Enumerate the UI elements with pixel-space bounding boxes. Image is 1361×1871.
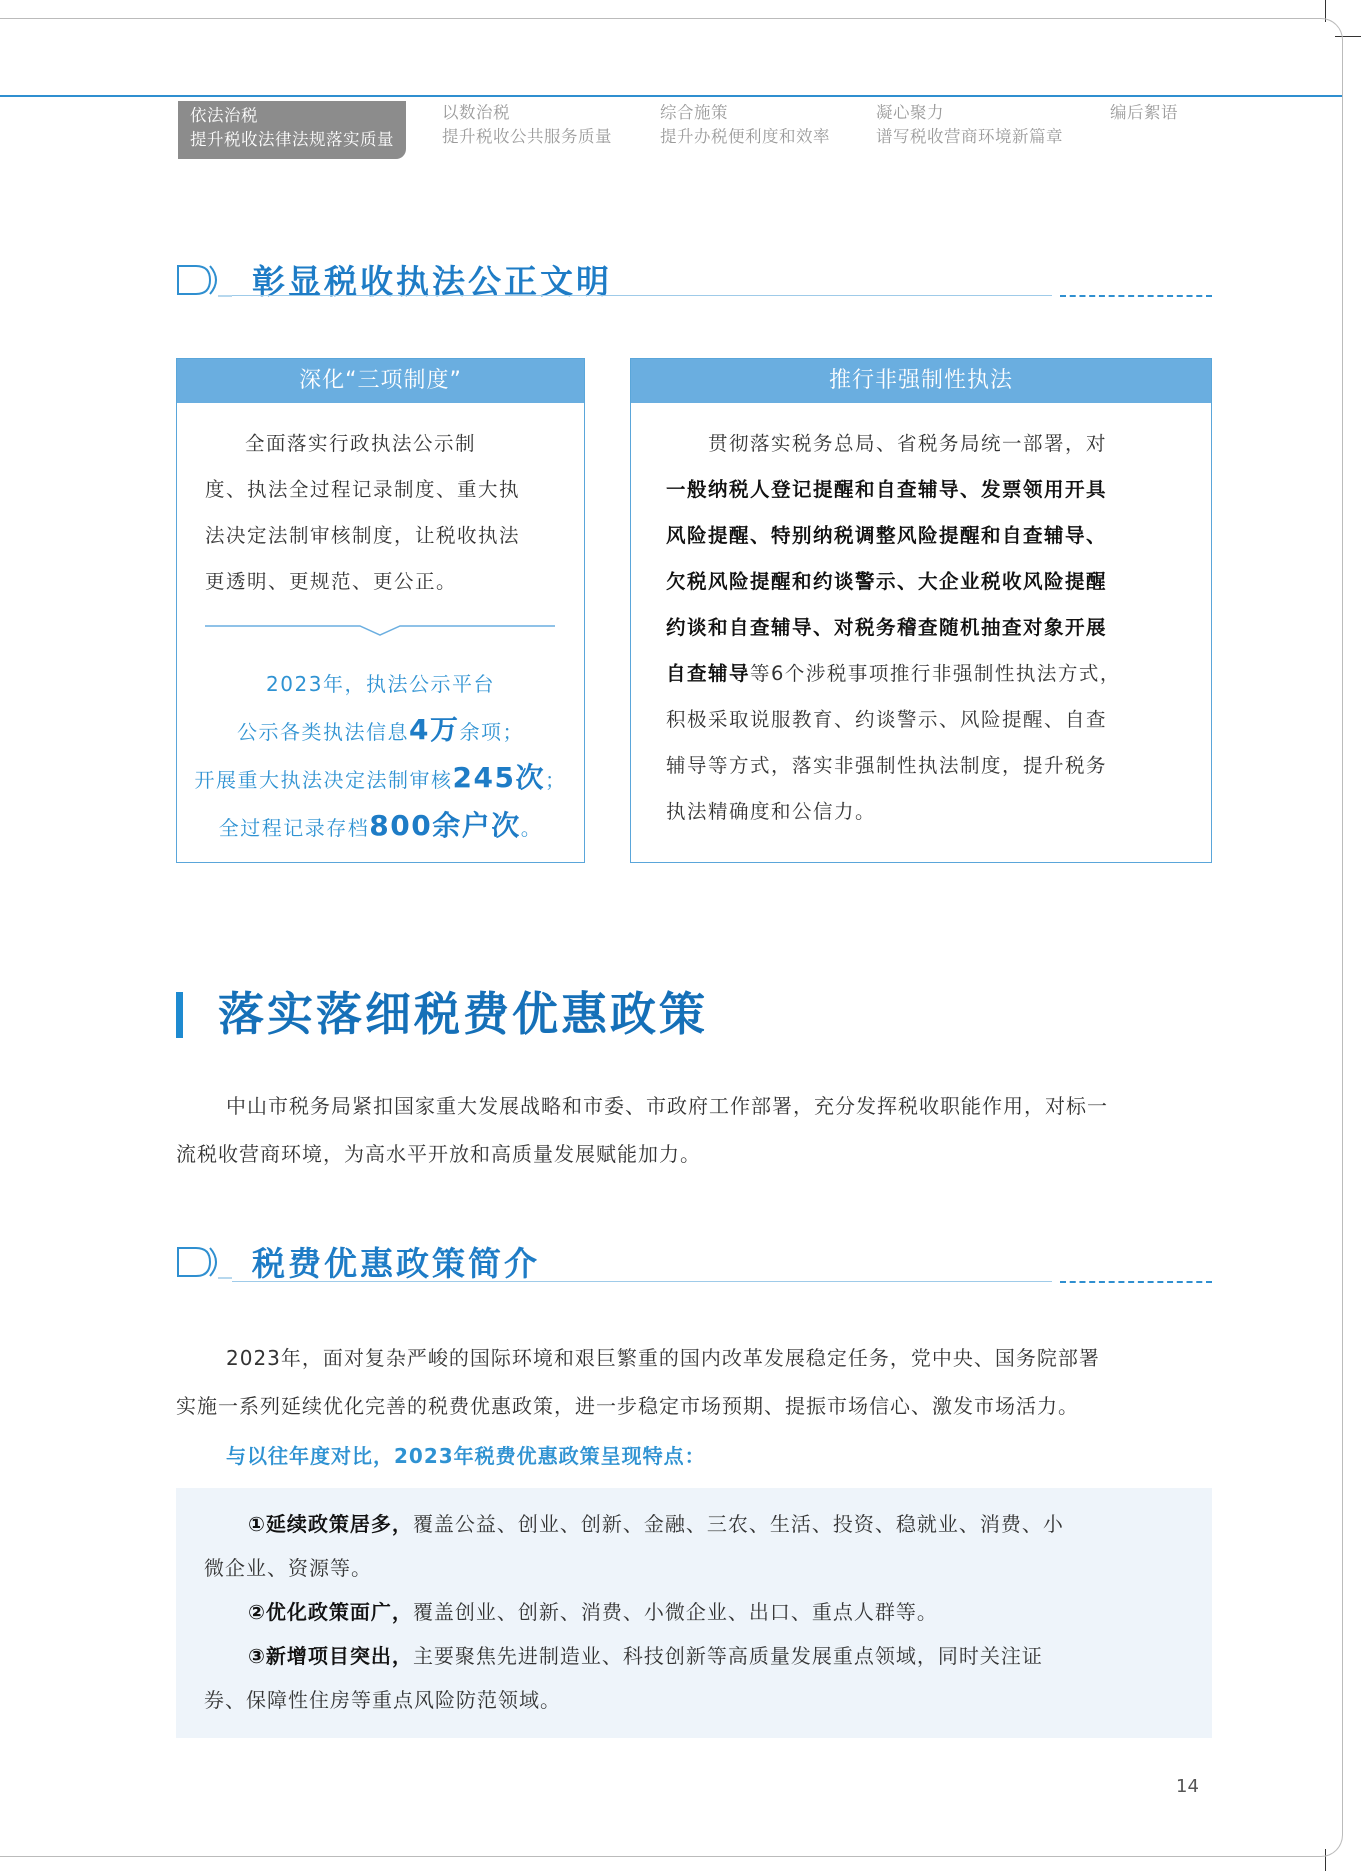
bracket-icon (176, 1242, 232, 1280)
stats-block: 2023年，执法公示平台 公示各类执法信息4万余项； 开展重大执法决定法制审核245次； 全过程记录存档800余户次。 (194, 672, 567, 842)
info-box-non-coercive (630, 358, 1212, 863)
features-box: ①延续政策居多，覆盖公益、创业、创新、金融、三农、生活、投资、稳就业、消费、小 微企业、资源等。 ②优化政策面广，覆盖创业、创新、消费、小微企业、出口、重点人群等。 ③新增项目突出，主要聚焦先进制造业、科技创新等高质量发展重点领域，同时关注证 券、保障性住房等重点风险防范领域。 (176, 1488, 1212, 1738)
section-title: 税费优惠政策简介 (252, 1244, 540, 1283)
nav-tab[interactable]: 综合施策 提升办税便利度和效率 (660, 103, 830, 146)
box-text: 全面落实行政执法公示制 度、执法全过程记录制度、重大执 法决定法制审核制度，让税收执法 更透明、更规范、更公正。 (205, 432, 521, 593)
bracket-icon (176, 260, 232, 298)
policy-paragraph: 2023年，面对复杂严峻的国际环境和艰巨繁重的国内改革发展稳定任务，党中央、国务院部署 实施一系列延续优化完善的税费优惠政策，进一步稳定市场预期、提振市场信心、激发市场活力。 (176, 1346, 1100, 1418)
feature-item: ①延续政策居多，覆盖公益、创业、创新、金融、三农、生活、投资、稳就业、消费、小 (248, 1512, 1064, 1536)
info-box-three-systems (176, 358, 585, 863)
nav-tab[interactable]: 编后絮语 (1110, 103, 1178, 122)
nav-tab-active[interactable]: 依法治税 提升税收法律法规落实质量 (178, 101, 406, 159)
page-number: 14 (1176, 1776, 1199, 1797)
section-rule (232, 1281, 1052, 1282)
chapter-heading: 落实落细税费优惠政策 (218, 987, 708, 1041)
intro-paragraph: 中山市税务局紧扣国家重大发展战略和市委、市政府工作部署，充分发挥税收职能作用，对标一 流税收营商环境，为高水平开放和高质量发展赋能加力。 (176, 1094, 1108, 1166)
section-heading (176, 256, 1216, 300)
box-header: 推行非强制性执法 (631, 359, 1211, 403)
header-rule (0, 95, 1342, 97)
box-header: 深化“三项制度” (177, 359, 584, 403)
heading-bar (176, 992, 183, 1038)
section-dash (1060, 1281, 1212, 1283)
features-subheading: 与以往年度对比，2023年税费优惠政策呈现特点： (226, 1444, 706, 1468)
nav-tab[interactable]: 凝心聚力 谱写税收营商环境新篇章 (876, 103, 1063, 146)
feature-item: ②优化政策面广，覆盖创业、创新、消费、小微企业、出口、重点人群等。 (248, 1600, 938, 1624)
divider-arrow (205, 623, 555, 637)
section-dash (1060, 295, 1212, 297)
section-rule (232, 295, 1052, 296)
box-text: 贯彻落实税务总局、省税务局统一部署，对 一般纳税人登记提醒和自查辅导、发票领用开具 风险提醒、特别纳税调整风险提醒和自查辅导、 欠税风险提醒和约谈警示、大企业税收风险提醒 约谈和自查辅导、对税务稽查随机抽查对象开展 自查辅导等6个涉税事项推行非强制性执法方式， 积极采取说服教育、约谈警示、风险提醒、自查 辅导等方式，落实非强制性执法制度，提升税务 执法精确度和公信力。 (666, 432, 1121, 823)
nav-tab[interactable]: 以数治税 提升税收公共服务质量 (442, 103, 612, 146)
feature-item: ③新增项目突出，主要聚焦先进制造业、科技创新等高质量发展重点领域，同时关注证 (248, 1644, 1043, 1668)
section-title: 彰显税收执法公正文明 (252, 262, 612, 301)
section-heading (176, 1238, 1216, 1282)
chapter-nav (178, 101, 1278, 157)
